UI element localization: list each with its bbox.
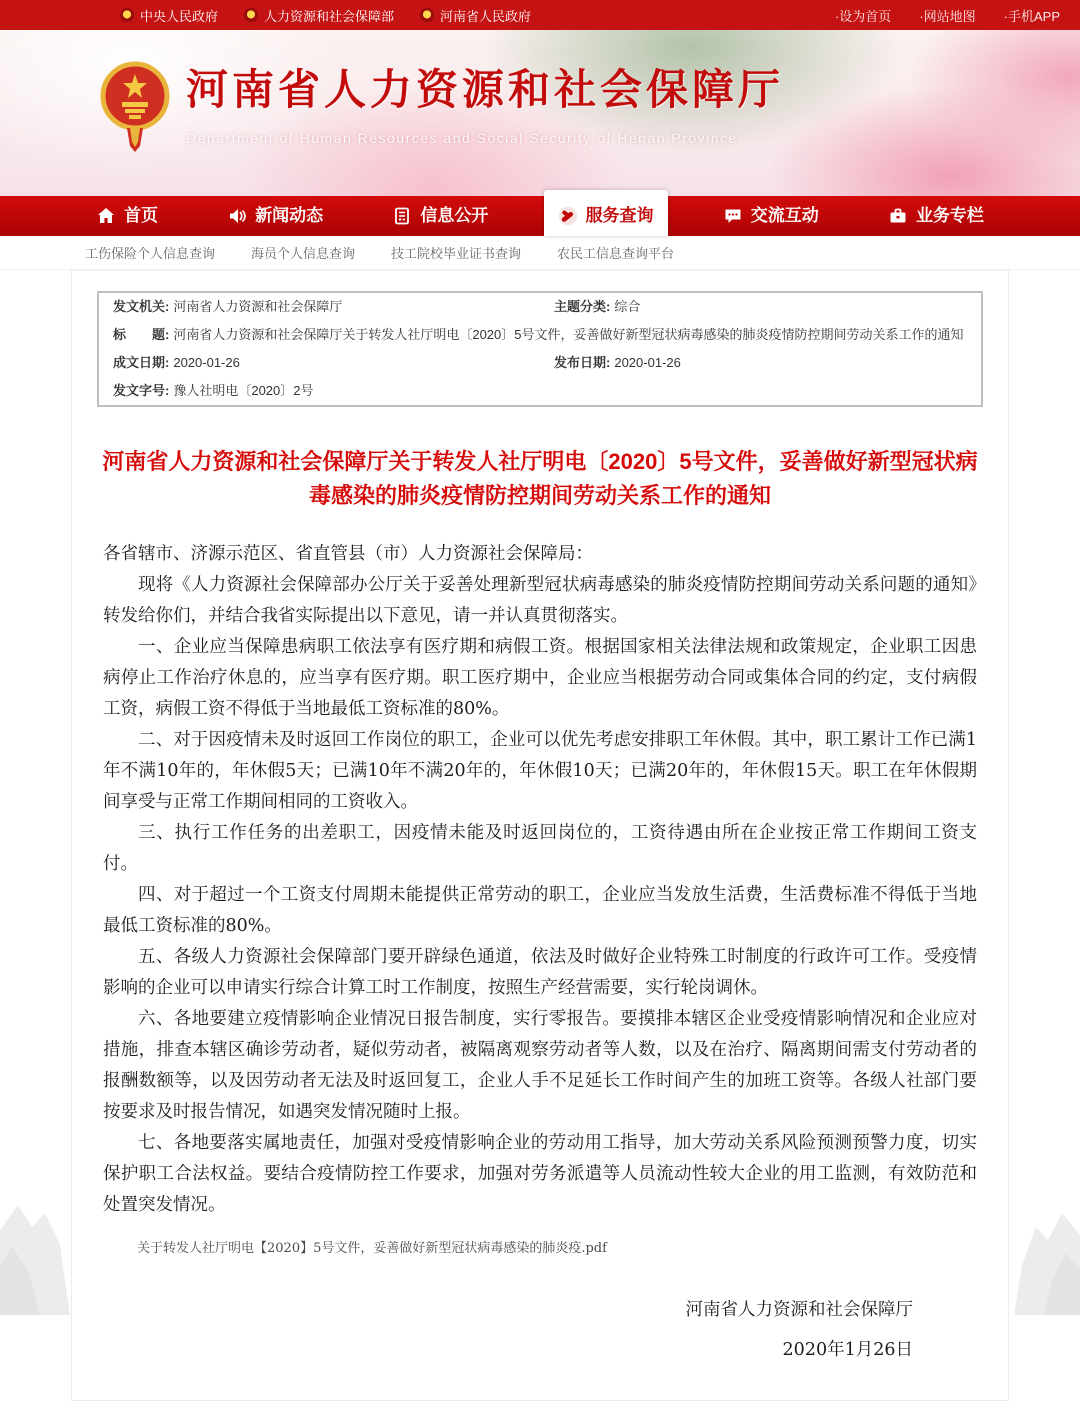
nav-label: 业务专栏: [915, 206, 984, 225]
link-mohrss[interactable]: [244, 6, 394, 25]
paragraph: 七、各地要落实属地责任，加强对受疫情影响企业的劳动用工指导，加大劳动关系风险预测预警力度，切实保护职工合法权益。要结合疫情防控工作要求，加强对劳务派遣等人员流动性较大企业的用工监测，有效防范和处置突发情况。: [103, 1133, 977, 1215]
link-central-gov[interactable]: [120, 6, 218, 25]
nav-label: 信息公开: [420, 206, 489, 225]
nav-item-home[interactable]: [82, 196, 172, 236]
table-row: [98, 349, 982, 377]
site-subtitle-en: Department of Human Resources and Social Security of Henan Province: [186, 130, 738, 146]
paragraph: 五、各级人力资源社会保障部门要开辟绿色通道，依法及时做好企业特殊工时制度的行政许可工作。受疫情影响的企业可以申请实行综合计算工时工作制度，按照生产经营需要，实行轮岗调休。: [103, 947, 977, 998]
table-row: [98, 292, 982, 321]
link-label: 中央人民政府: [140, 8, 219, 24]
main-nav: [0, 196, 1080, 236]
nav-label: 首页: [124, 206, 158, 225]
written-date-label: 成文日期:: [113, 355, 170, 370]
signature-block: [97, 1290, 983, 1370]
article-body: [97, 539, 983, 1221]
paragraph: 六、各地要建立疫情影响企业情况日报告制度，实行零报告。要摸排本辖区企业受疫情影响情况和企业应对措施，排查本辖区确诊劳动者，疑似劳动者，被隔离观察劳动者等人数，以及在治疗、隔离期间需支付劳动者的报酬数额等，以及因劳动者无法及时返回复工，企业人手不足延长工作时间产生的加班工资等。各级人社部门要按要求及时报告情况，如遇突发情况随时上报。: [103, 1009, 977, 1122]
doc-title-value: 河南省人力资源和社会保障厅关于转发人社厅明电〔2020〕5号文件，妥善做好新型冠状病毒感染的肺炎疫情防控期间劳动关系工作的通知: [173, 327, 964, 342]
signer-name: 河南省人力资源和社会保障厅: [685, 1300, 913, 1320]
top-link-bar: [0, 0, 1080, 30]
sub-nav: [0, 236, 1080, 270]
nav-label: 交流互动: [750, 206, 819, 225]
publish-date-label: 发布日期:: [554, 355, 611, 370]
set-homepage-link[interactable]: ·设为首页: [834, 8, 892, 24]
site-banner: [0, 30, 1080, 196]
paragraph: 三、执行工作任务的出差职工，因疫情未能及时返回岗位的，工资待遇由所在企业按正常工作期间工资支付。: [103, 823, 977, 874]
link-label: 人力资源和社会保障部: [264, 8, 395, 24]
doc-number-label: 发文字号:: [113, 383, 170, 398]
paragraph: 四、对于超过一个工资支付周期未能提供正常劳动的职工，企业应当发放生活费，生活费标准不得低于当地最低工资标准的80%。: [103, 885, 977, 936]
mountain-decor-right: [1000, 1185, 1080, 1315]
document-page: [71, 270, 1009, 1401]
subnav-diploma-query[interactable]: 技工院校毕业证书查询: [391, 246, 522, 261]
topic-label: 主题分类:: [554, 299, 611, 314]
nav-item-info-disclosure[interactable]: [378, 196, 502, 236]
publish-date-value: 2020-01-26: [614, 355, 681, 370]
link-label: 河南省人民政府: [440, 8, 532, 24]
home-icon: [96, 206, 116, 226]
document-meta-table: [97, 291, 983, 407]
article-title: 河南省人力资源和社会保障厅关于转发人社厅明电〔2020〕5号文件，妥善做好新型冠状病毒感染的肺炎疫情防控期间劳动关系工作的通知: [102, 449, 978, 508]
doc-title-label: 标 题:: [113, 327, 170, 342]
nav-label: 服务查询: [585, 206, 654, 225]
subnav-seafarer-query[interactable]: 海员个人信息查询: [251, 246, 356, 261]
issuing-org-value: 河南省人力资源和社会保障厅: [173, 299, 343, 314]
document-icon: [392, 206, 412, 226]
subnav-injury-insurance-query[interactable]: 工伤保险个人信息查询: [85, 246, 216, 261]
issuing-org-label: 发文机关:: [113, 299, 170, 314]
nav-label: 新闻动态: [255, 206, 324, 225]
sitemap-link[interactable]: ·网站地图: [919, 8, 976, 24]
speaker-icon: [227, 206, 247, 226]
handshake-icon: [558, 206, 578, 226]
paragraph: 二、对于因疫情未及时返回工作岗位的职工，企业可以优先考虑安排职工年休假。其中，职工累计工作已满1年不满10年的，年休假5天；已满10年不满20年的，年休假10天；已满20年的，年休假15天。职工在年休假期间享受与正常工作期间相同的工资收入。: [103, 730, 977, 812]
table-row: [98, 321, 982, 349]
paragraph: 一、企业应当保障患病职工依法享有医疗期和病假工资。根据国家相关法律法规和政策规定，企业职工因患病停止工作治疗休息的，应当享有医疗期。职工医疗期中，企业应当根据劳动合同或集体合同的约定，支付病假工资，病假工资不得低于当地最低工资标准的80%。: [103, 637, 977, 719]
briefcase-icon: [888, 206, 908, 226]
attachment-pdf-link[interactable]: 关于转发人社厅明电【2020】5号文件，妥善做好新型冠状病毒感染的肺炎疫.pdf: [137, 1241, 607, 1256]
subnav-migrant-worker-platform[interactable]: 农民工信息查询平台: [557, 246, 675, 261]
mobile-app-link[interactable]: ·手机APP: [1003, 8, 1060, 24]
gov-emblem-icon: [420, 8, 434, 22]
topic-value: 综合: [614, 299, 641, 314]
nav-item-business-column[interactable]: [874, 196, 998, 236]
national-emblem-icon: [100, 58, 170, 154]
gov-emblem-icon: [120, 8, 134, 22]
sign-date: 2020年1月26日: [782, 1340, 913, 1360]
nav-item-interaction[interactable]: [709, 196, 833, 236]
link-henan-gov[interactable]: [420, 6, 531, 25]
gov-emblem-icon: [244, 8, 258, 22]
paragraph: 现将《人力资源社会保障部办公厅关于妥善处理新型冠状病毒感染的肺炎疫情防控期间劳动关系问题的通知》转发给你们，并结合我省实际提出以下意见，请一并认真贯彻落实。: [103, 575, 977, 626]
salutation: 各省辖市、济源示范区、省直管县（市）人力资源社会保障局：: [103, 544, 593, 564]
site-title: 河南省人力资源和社会保障厅: [186, 66, 785, 113]
table-row: [98, 377, 982, 406]
nav-item-news[interactable]: [213, 196, 337, 236]
chat-icon: [723, 206, 743, 226]
written-date-value: 2020-01-26: [173, 355, 240, 370]
doc-number-value: 豫人社明电〔2020〕2号: [173, 383, 314, 398]
nav-item-service-query[interactable]: [544, 190, 668, 236]
